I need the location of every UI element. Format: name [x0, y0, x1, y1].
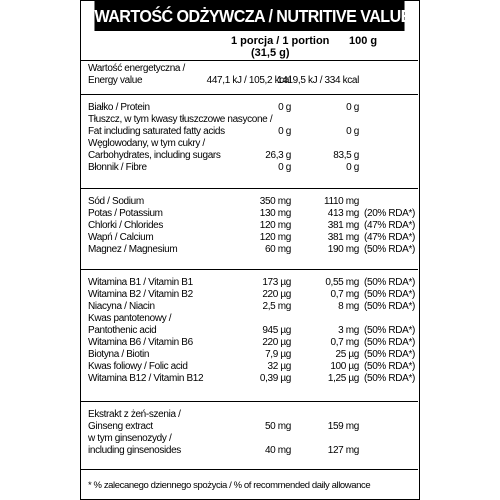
- per-portion-value: 220 µg: [262, 337, 291, 348]
- divider: [81, 401, 418, 402]
- per-100g-value: 190 mg: [327, 244, 359, 255]
- table-row: [81, 220, 418, 232]
- per-100g-value: 100 µg: [330, 361, 359, 372]
- divider: [81, 269, 418, 270]
- rda-value: (50% RDA*): [364, 349, 415, 360]
- row-label: including ginsenosides: [88, 445, 181, 456]
- table-row: [81, 349, 418, 361]
- per-portion-value: 7,9 µg: [265, 349, 291, 360]
- table-row: [81, 313, 418, 325]
- per-100g-value: 8 mg: [338, 301, 359, 312]
- rda-value: (50% RDA*): [364, 277, 415, 288]
- row-label: Wapń / Calcium: [88, 232, 154, 243]
- per-100g-value: 159 mg: [327, 421, 359, 432]
- per-portion-value: 447,1 kJ / 105,2 kcal: [206, 75, 291, 86]
- per-portion-value: 173 µg: [262, 277, 291, 288]
- table-row: [81, 277, 418, 289]
- per-100g-value: 0 g: [346, 162, 359, 173]
- row-label: Ginseng extract: [88, 421, 153, 432]
- table-row: [81, 421, 418, 433]
- row-label: Sód / Sodium: [88, 196, 144, 207]
- row-label: Carbohydrates, including sugars: [88, 150, 221, 161]
- per-100g-value: 83,5 g: [333, 150, 359, 161]
- row-label: Potas / Potassium: [88, 208, 163, 219]
- rda-value: (50% RDA*): [364, 244, 415, 255]
- per-portion-value: 0 g: [278, 102, 291, 113]
- label-title: WARTOŚĆ ODŻYWCZA / NUTRITIVE VALUE: [94, 1, 404, 31]
- per-100g-value: 1,25 µg: [327, 373, 359, 384]
- table-row: [81, 126, 418, 138]
- rda-value: (50% RDA*): [364, 337, 415, 348]
- row-label: w tym ginsenozydy /: [88, 433, 172, 444]
- per-portion-value: 60 mg: [264, 244, 291, 255]
- row-label: Błonnik / Fibre: [88, 162, 147, 173]
- table-row: [81, 244, 418, 256]
- per-100g-value: 25 µg: [335, 349, 359, 360]
- table-row: [81, 373, 418, 385]
- table-row: [81, 162, 418, 174]
- row-label: Niacyna / Niacin: [88, 301, 155, 312]
- header-portion-weight: (31,5 g): [251, 47, 290, 59]
- rda-value: (20% RDA*): [364, 208, 415, 219]
- footnote: * % zalecanego dziennego spożycia / % of recommended daily allowance: [88, 480, 371, 491]
- per-100g-value: 127 mg: [327, 445, 359, 456]
- table-row: [81, 409, 418, 421]
- header-per-100g: 100 g: [349, 35, 378, 47]
- row-label: Pantothenic acid: [88, 325, 157, 336]
- table-row: [81, 337, 418, 349]
- row-label: Białko / Protein: [88, 102, 150, 113]
- table-row: [81, 325, 418, 337]
- table-row: [81, 232, 418, 244]
- row-label: Ekstrakt z żeń-szenia /: [88, 409, 181, 420]
- per-100g-value: 381 mg: [327, 220, 359, 231]
- rda-value: (47% RDA*): [364, 232, 415, 243]
- per-portion-value: 0 g: [278, 162, 291, 173]
- row-label: Energy value: [88, 75, 143, 86]
- divider: [81, 60, 418, 61]
- per-portion-value: 0 g: [278, 126, 291, 137]
- per-portion-value: 32 µg: [267, 361, 291, 372]
- table-row: [81, 63, 418, 75]
- per-100g-value: 0,7 mg: [330, 337, 359, 348]
- row-label: Biotyna / Biotin: [88, 349, 150, 360]
- table-row: [81, 114, 418, 126]
- per-100g-value: 381 mg: [327, 232, 359, 243]
- divider: [81, 469, 418, 470]
- row-label: Kwas foliowy / Folic acid: [88, 361, 188, 372]
- table-row: [81, 433, 418, 445]
- table-row: [81, 138, 418, 150]
- table-row: [81, 102, 418, 114]
- row-label: Fat including saturated fatty acids: [88, 126, 225, 137]
- row-label: Witamina B12 / Vitamin B12: [88, 373, 204, 384]
- per-portion-value: 120 mg: [259, 232, 291, 243]
- row-label: Tłuszcz, w tym kwasy tłuszczowe nasycone /: [88, 114, 273, 125]
- per-portion-value: 50 mg: [264, 421, 291, 432]
- row-label: Chlorki / Chlorides: [88, 220, 164, 231]
- per-portion-value: 0,39 µg: [259, 373, 291, 384]
- per-portion-value: 220 µg: [262, 289, 291, 300]
- per-portion-value: 120 mg: [259, 220, 291, 231]
- row-label: Magnez / Magnesium: [88, 244, 178, 255]
- per-100g-value: 1419,5 kJ / 334 kcal: [277, 75, 359, 86]
- table-row: [81, 301, 418, 313]
- rda-value: (50% RDA*): [364, 373, 415, 384]
- row-label: Wartość energetyczna /: [88, 63, 185, 74]
- row-label: Węglowodany, w tym cukry /: [88, 138, 205, 149]
- divider: [81, 188, 418, 189]
- per-portion-value: 26,3 g: [265, 150, 291, 161]
- table-row: [81, 289, 418, 301]
- row-label: Witamina B2 / Vitamin B2: [88, 289, 193, 300]
- header-portion: 1 porcja / 1 portion: [231, 35, 330, 47]
- per-portion-value: 130 mg: [259, 208, 291, 219]
- per-100g-value: 413 mg: [327, 208, 359, 219]
- divider: [81, 94, 418, 95]
- per-100g-value: 0,7 mg: [330, 289, 359, 300]
- per-portion-value: 350 mg: [259, 196, 291, 207]
- per-100g-value: 0 g: [346, 102, 359, 113]
- per-portion-value: 945 µg: [262, 325, 291, 336]
- table-row: [81, 196, 418, 208]
- per-portion-value: 40 mg: [264, 445, 291, 456]
- table-row: [81, 445, 418, 457]
- per-100g-value: 0 g: [346, 126, 359, 137]
- table-row: [81, 361, 418, 373]
- rda-value: (50% RDA*): [364, 325, 415, 336]
- row-label: Witamina B6 / Vitamin B6: [88, 337, 193, 348]
- table-row: [81, 150, 418, 162]
- per-100g-value: 3 mg: [338, 325, 359, 336]
- row-label: Kwas pantotenowy /: [88, 313, 172, 324]
- row-label: Witamina B1 / Vitamin B1: [88, 277, 193, 288]
- nutrition-label: [80, 0, 420, 500]
- rda-value: (47% RDA*): [364, 220, 415, 231]
- table-row: [81, 75, 418, 87]
- rda-value: (50% RDA*): [364, 301, 415, 312]
- per-100g-value: 1110 mg: [324, 196, 359, 207]
- table-row: [81, 208, 418, 220]
- per-100g-value: 0,55 mg: [325, 277, 359, 288]
- per-portion-value: 2,5 mg: [262, 301, 291, 312]
- rda-value: (50% RDA*): [364, 361, 415, 372]
- rda-value: (50% RDA*): [364, 289, 415, 300]
